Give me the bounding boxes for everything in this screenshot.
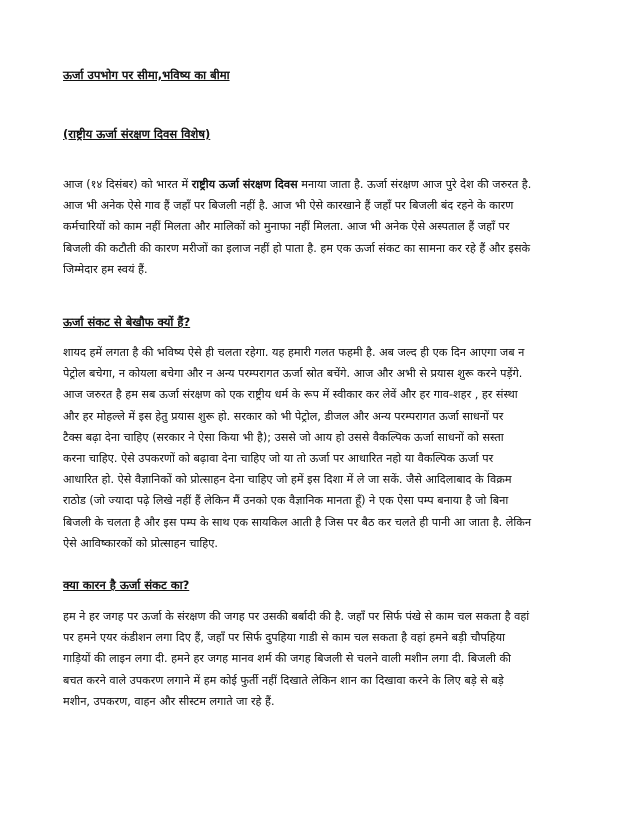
- article-title: ऊर्जा उपभोग पर सीमा,भविष्य का बीमा: [63, 68, 230, 82]
- section-heading-why-fearless: ऊर्जा संकट से बेखौफ क्यों हैं?: [63, 315, 191, 329]
- paragraph-line: आज भी अनेक ऐसे गाव हैं जहाँ पर बिजली नहीं है. आज भी ऐसे कारखाने हैं जहाँ पर बिजली बंद रहने के कारण: [63, 199, 514, 213]
- paragraph-line: बिजली की कटौती की कारण मरीजों का इलाज नहीं हो पाता है. हम एक ऊर्जा संकट का सामना कर रहे हैं और इसके: [63, 241, 531, 255]
- section-heading-crisis-cause: क्या कारन है ऊर्जा संकट का?: [63, 578, 190, 592]
- paragraph-line: कर्मचारियों को काम नहीं मिलता और मालिकों को मुनाफा नहीं मिलता. आज भी अनेक ऐसे अस्पताल हैं जहाँ पर: [63, 220, 510, 234]
- paragraph-line: गाड़ियों की लाइन लगा दी. हमने हर जगह मानव शर्म की जगह बिजली से चलने वाली मशीन लगा दी. बिजली की: [63, 652, 511, 666]
- paragraph-line: करना चाहिए. ऐसे उपकरणों को बढ़ावा देना चाहिए जो या तो ऊर्जा पर आधारित नहो या वैकल्पिक ऊर्जा पर: [63, 451, 494, 465]
- paragraph-line: बचत करने वाले उपकरण लगाने में हम कोई फुर्ती नहीं दिखाते लेकिन शान का दिखावा करने के लिए बड़े से बड़े: [63, 673, 504, 687]
- paragraph-line: हम ने हर जगह पर ऊर्जा के संरक्षण की जगह पर उसकी बर्बादी की है. जहाँ पर सिर्फ पंखे से काम चल सकता है वहां: [63, 610, 530, 623]
- paragraph-line: बिजली के चलता है और इस पम्प के साथ एक सायकिल आती है जिस पर बैठ कर चलते ही पानी आ जाता है. लेकिन: [63, 515, 532, 529]
- paragraph-line: ऐसे आविष्कारकों को प्रोत्साहन चाहिए.: [63, 536, 218, 550]
- intro-paragraph: [63, 174, 585, 280]
- why-fearless-paragraph: [63, 342, 585, 554]
- crisis-cause-paragraph: [63, 606, 585, 712]
- paragraph-line: शायद हमें लगता है की भविष्य ऐसे ही चलता रहेगा. यह हमारी गलत फहमी है. अब जल्द ही एक दिन आएगा जब न: [63, 346, 525, 359]
- paragraph-line: जिम्मेदार हम स्वयं हैं.: [63, 262, 148, 276]
- paragraph-line: राठोड (जो ज्यादा पढ़े लिखे नहीं हैं लेकिन मैं उनको एक वैज्ञानिक मानता हूँ) ने एक ऐसा पम्प बनाया है जो बिना: [63, 494, 509, 508]
- highlighted-phrase: राष्ट्रीय ऊर्जा संरक्षण दिवस: [191, 178, 298, 191]
- paragraph-line: पर हमने एयर कंडीशन लगा दिए हैं, जहाँ पर सिर्फ दुपहिया गाडी से काम चल सकता है वहां हमने बड़ी चौपहिया: [63, 631, 506, 645]
- paragraph-line: मशीन, उपकरण, वाहन और सीस्टम लगाते जा रहे हैं.: [63, 694, 275, 708]
- paragraph-line: पेट्रोल बचेगा, न कोयला बचेगा और न अन्य परम्परागत ऊर्जा स्रोत बचेंगे. आज और अभी से प्रयास शुरू करने पड़ेंगे.: [63, 367, 523, 381]
- paragraph-line: आज जरुरत है हम सब ऊर्जा संरक्षण को एक राष्ट्रीय धर्म के रूप में स्वीकार कर लेवें और हर गाव-शहर , हर संस्था: [63, 388, 518, 402]
- paragraph-line: आज (१४ दिसंबर) को भारत में राष्ट्रीय ऊर्जा संरक्षण दिवस मनाया जाता है. ऊर्जा संरक्षण आज पुरे देश की जरुरत है.: [63, 178, 532, 191]
- paragraph-line: और हर मोहल्ले में इस हेतु प्रयास शुरू हो. सरकार को भी पेट्रोल, डीजल और अन्य परम्परागत ऊर्जा साधनों पर: [63, 409, 504, 423]
- paragraph-line: आधारित हो. ऐसे वैज्ञानिकों को प्रोत्साहन देना चाहिए जो हमें इस दिशा में ले जा सकें. जैसे आदिलाबाद के विक्रम: [63, 473, 512, 487]
- article-subtitle: (राष्ट्रीय ऊर्जा संरक्षण दिवस विशेष): [63, 127, 211, 141]
- paragraph-line: टैक्स बढ़ा देना चाहिए (सरकार ने ऐसा किया भी है); उससे जो आय हो उससे वैकल्पिक ऊर्जा साधनों को सस्ता: [63, 430, 504, 444]
